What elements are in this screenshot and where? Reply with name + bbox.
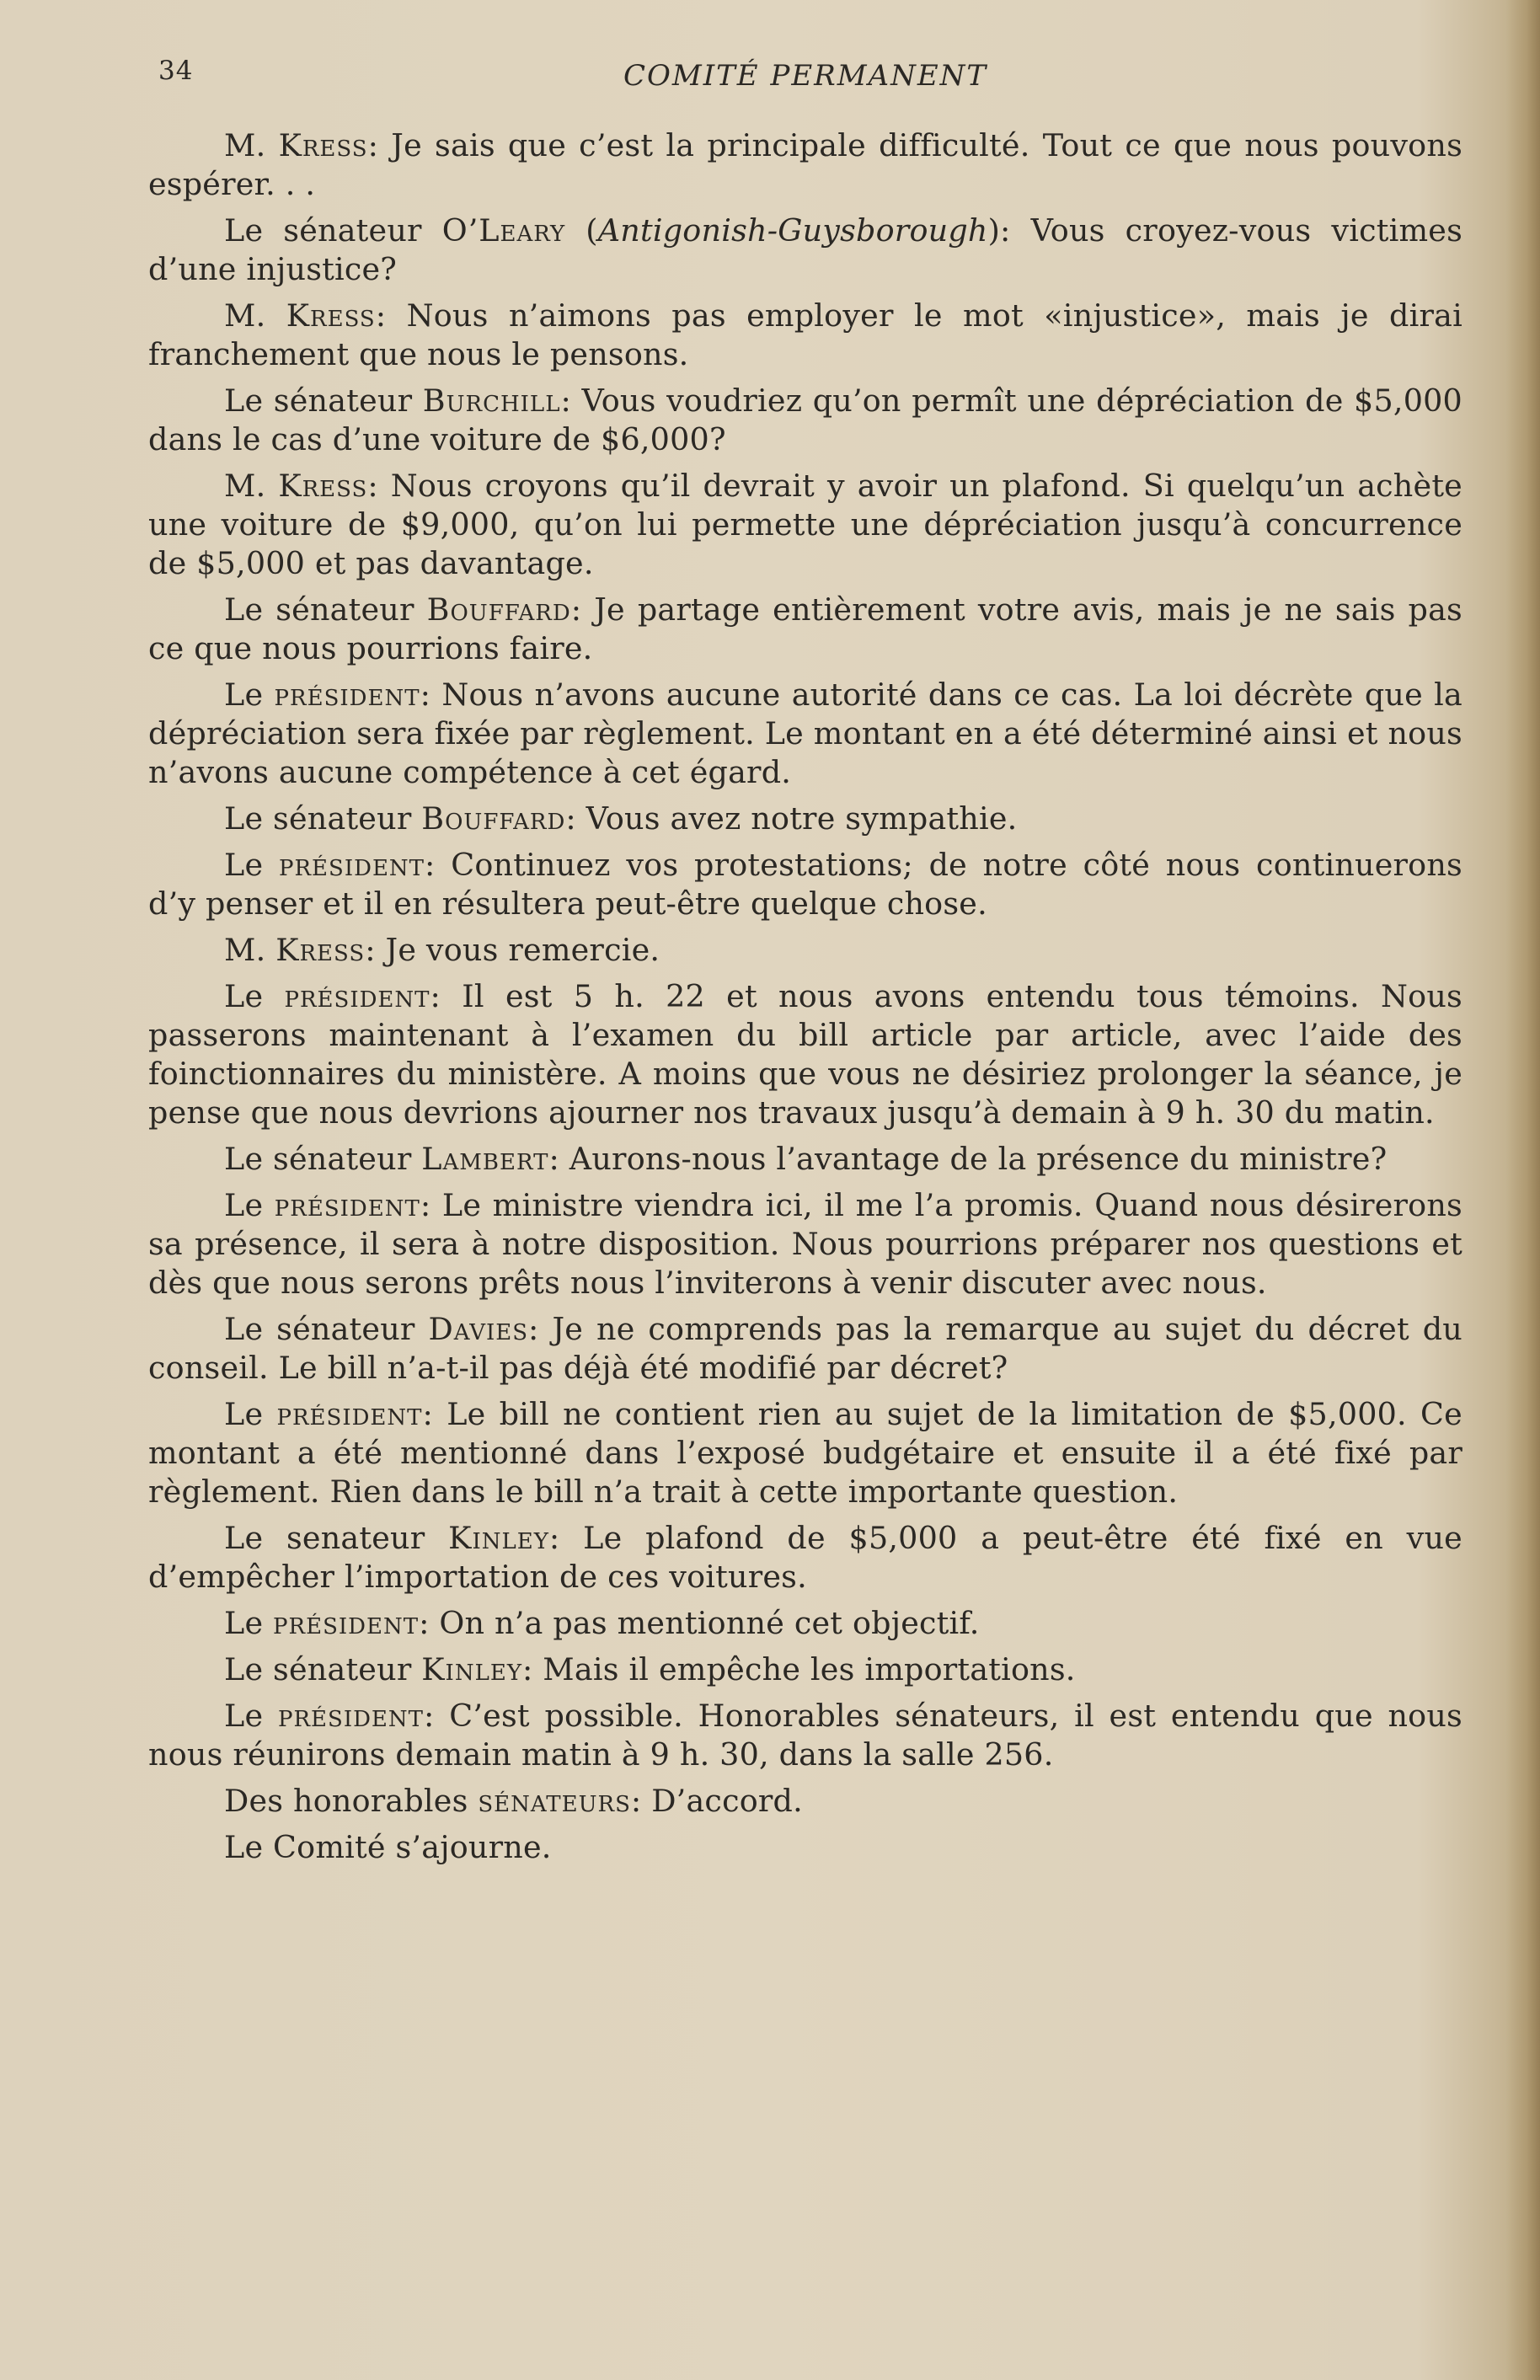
speaker-name: Kinley (448, 1520, 549, 1556)
transcript-paragraph (148, 1604, 1462, 1643)
speaker-name: président (284, 978, 430, 1014)
speaker-title: Le (224, 1605, 274, 1641)
speaker-name: président (276, 1396, 423, 1432)
speaker-title: M. (224, 932, 276, 968)
speaker-name: président (273, 1605, 420, 1641)
paragraph-text: Le Comité s’ajourne. (224, 1829, 552, 1865)
speaker-title: M. (224, 297, 286, 334)
transcript-paragraph (148, 846, 1462, 923)
transcript-paragraph (148, 1697, 1462, 1774)
paragraph-text: Nous croyons qu’il devrait y avoir un plafond. Si quelqu’un achète une voiture de $9,000, qu’on lui permette une dépréciation jusqu’à concurrence de $5,000 et pas davantage. (148, 468, 1462, 581)
transcript-body (148, 126, 1462, 1875)
speaker-title: Le (224, 1698, 278, 1734)
speaker-title: Le sénateur (224, 800, 422, 837)
speaker-title: Le sénateur (224, 1311, 429, 1347)
paragraph-text: Je ne comprends pas la remarque au sujet du décret du conseil. Le bill n’a-t-il pas déjà été modifié par décret? (148, 1311, 1462, 1386)
separator: : (367, 468, 391, 504)
transcript-paragraph (148, 800, 1462, 838)
transcript-paragraph (148, 1519, 1462, 1596)
separator: : (630, 1783, 652, 1819)
paragraph-text: Le ministre viendra ici, il me l’a promis. Quand nous désirerons sa présence, il sera à notre disposition. Nous pourrions préparer nos questions et dès que nous serons prêts nous l’inviterons à venir discuter avec nous. (148, 1187, 1462, 1301)
speaker-name: Lambert (421, 1141, 549, 1177)
separator: : (420, 1187, 442, 1223)
paragraph-text: Vous voudriez qu’on permît une dépréciation de $5,000 dans le cas d’une voiture de $6,000? (148, 382, 1462, 457)
speaker-title: M. (224, 127, 279, 163)
speaker-name: Kress (275, 932, 366, 968)
speaker-title: Le (224, 1187, 275, 1223)
separator: : (367, 127, 392, 163)
speaker-name: Davies (428, 1311, 529, 1347)
speaker-name: Kress (286, 297, 376, 334)
transcript-paragraph (148, 1782, 1462, 1821)
speaker-name: O’Leary (441, 212, 566, 249)
paragraph-text: Il est 5 h. 22 et nous avons entendu tous témoins. Nous passerons maintenant à l’examen du bill article par article, avec l’aide des foinctionnaires du ministère. A moins que vous ne désiriez prolonger la séance, je pense que nous devrions ajourner nos travaux jusqu’à demain à 9 h. 30 du matin. (148, 978, 1462, 1131)
transcript-paragraph (148, 1650, 1462, 1689)
separator: : (422, 1396, 447, 1432)
speaker-title: Le (224, 978, 285, 1014)
transcript-paragraph (148, 1186, 1462, 1302)
paragraph-text: Nous n’aimons pas employer le mot «injustice», mais je dirai franchement que nous le pensons. (148, 297, 1462, 372)
transcript-paragraph (148, 467, 1462, 583)
separator: : (521, 1651, 543, 1687)
separator: ( (565, 212, 598, 249)
paragraph-text: Aurons-nous l’avantage de la présence du ministre? (569, 1141, 1388, 1177)
transcript-paragraph (148, 1310, 1462, 1388)
paragraph-text: Je partage entièrement votre avis, mais je ne sais pas ce que nous pourrions faire. (148, 591, 1462, 666)
transcript-paragraph (148, 382, 1462, 459)
paragraph-text: Le bill ne contient rien au sujet de la limitation de $5,000. Ce montant a été mentionné dans l’exposé budgétaire et ensuite il a été fixé par règlement. Rien dans le bill n’a trait à cette importante question. (148, 1396, 1462, 1510)
separator: : (570, 591, 595, 628)
separator: : (365, 932, 386, 968)
speaker-title: Le (224, 1396, 277, 1432)
running-head: COMITÉ PERMANENT (623, 59, 988, 93)
speaker-name: Kress (278, 127, 368, 163)
paragraph-text: D’accord. (651, 1783, 803, 1819)
separator: : (560, 382, 582, 419)
paragraph-text: On n’a pas mentionné cet objectif. (439, 1605, 980, 1641)
transcript-paragraph (148, 591, 1462, 668)
speaker-title: Le sénateur (224, 591, 427, 628)
speaker-title: Le sénateur (224, 382, 423, 419)
closing-line (148, 1828, 1462, 1867)
separator: : (548, 1520, 584, 1556)
page-edge-shadow (1506, 0, 1540, 2380)
speaker-name: Kress (278, 468, 368, 504)
speaker-name: président (277, 1698, 425, 1734)
paragraph-text: C’est possible. Honorables sénateurs, il est entendu que nous nous réunirons demain matin à 9 h. 30, dans la salle 256. (148, 1698, 1462, 1773)
speaker-name: Bouffard (426, 591, 571, 628)
speaker-title: Le sénateur (224, 1651, 422, 1687)
speaker-name: président (274, 677, 420, 713)
speaker-title: Le sénateur (224, 1141, 422, 1177)
speaker-title: Le (224, 847, 279, 883)
paragraph-text: Le plafond de $5,000 a peut-être été fixé en vue d’empêcher l’importation de ces voitures. (148, 1520, 1462, 1595)
speaker-name: président (274, 1187, 420, 1223)
transcript-paragraph (148, 1140, 1462, 1179)
transcript-paragraph (148, 126, 1462, 204)
separator: : (420, 677, 442, 713)
paragraph-text: Je vous remercie. (385, 932, 660, 968)
riding-name: Antigonish-Guysborough (597, 212, 988, 249)
page-number: 34 (158, 56, 194, 86)
speaker-name: président (278, 847, 425, 883)
paragraph-text: Je sais que c’est la principale difficulté. Tout ce que nous pouvons espérer. . . (148, 127, 1462, 202)
speaker-title: Des honorables (224, 1783, 479, 1819)
transcript-paragraph (148, 211, 1462, 289)
paragraph-text: Mais il empêche les importations. (543, 1651, 1076, 1687)
separator: : (548, 1141, 569, 1177)
paragraph-text: Vous avez notre sympathie. (586, 800, 1018, 837)
speaker-name: Burchill (422, 382, 561, 419)
transcript-paragraph (148, 931, 1462, 970)
transcript-paragraph (148, 977, 1462, 1132)
paragraph-text: Continuez vos protestations; de notre côté nous continuerons d’y penser et il en résultera peut-être quelque chose. (148, 847, 1462, 922)
separator: : (565, 800, 586, 837)
speaker-name: Kinley (421, 1651, 522, 1687)
speaker-name: sénateurs (478, 1783, 631, 1819)
separator: : (425, 847, 452, 883)
paragraph-text: ): Vous croyez-vous victimes d’une injustice? (148, 212, 1463, 287)
separator: : (528, 1311, 553, 1347)
separator: : (430, 978, 463, 1014)
separator: : (424, 1698, 450, 1734)
transcript-paragraph (148, 297, 1462, 374)
speaker-title: Le (224, 677, 275, 713)
paragraph-text: Nous n’avons aucune autorité dans ce cas. La loi décrète que la dépréciation sera fixée par règlement. Le montant en a été déterminé ainsi et nous n’avons aucune compétence à cet égard. (148, 677, 1463, 790)
speaker-title: M. (224, 468, 279, 504)
speaker-name: Bouffard (421, 800, 566, 837)
speaker-title: Le senateur (224, 1520, 449, 1556)
separator: : (375, 297, 407, 334)
separator: : (419, 1605, 440, 1641)
transcript-paragraph (148, 1395, 1462, 1511)
speaker-title: Le sénateur (224, 212, 442, 249)
transcript-paragraph (148, 676, 1462, 792)
